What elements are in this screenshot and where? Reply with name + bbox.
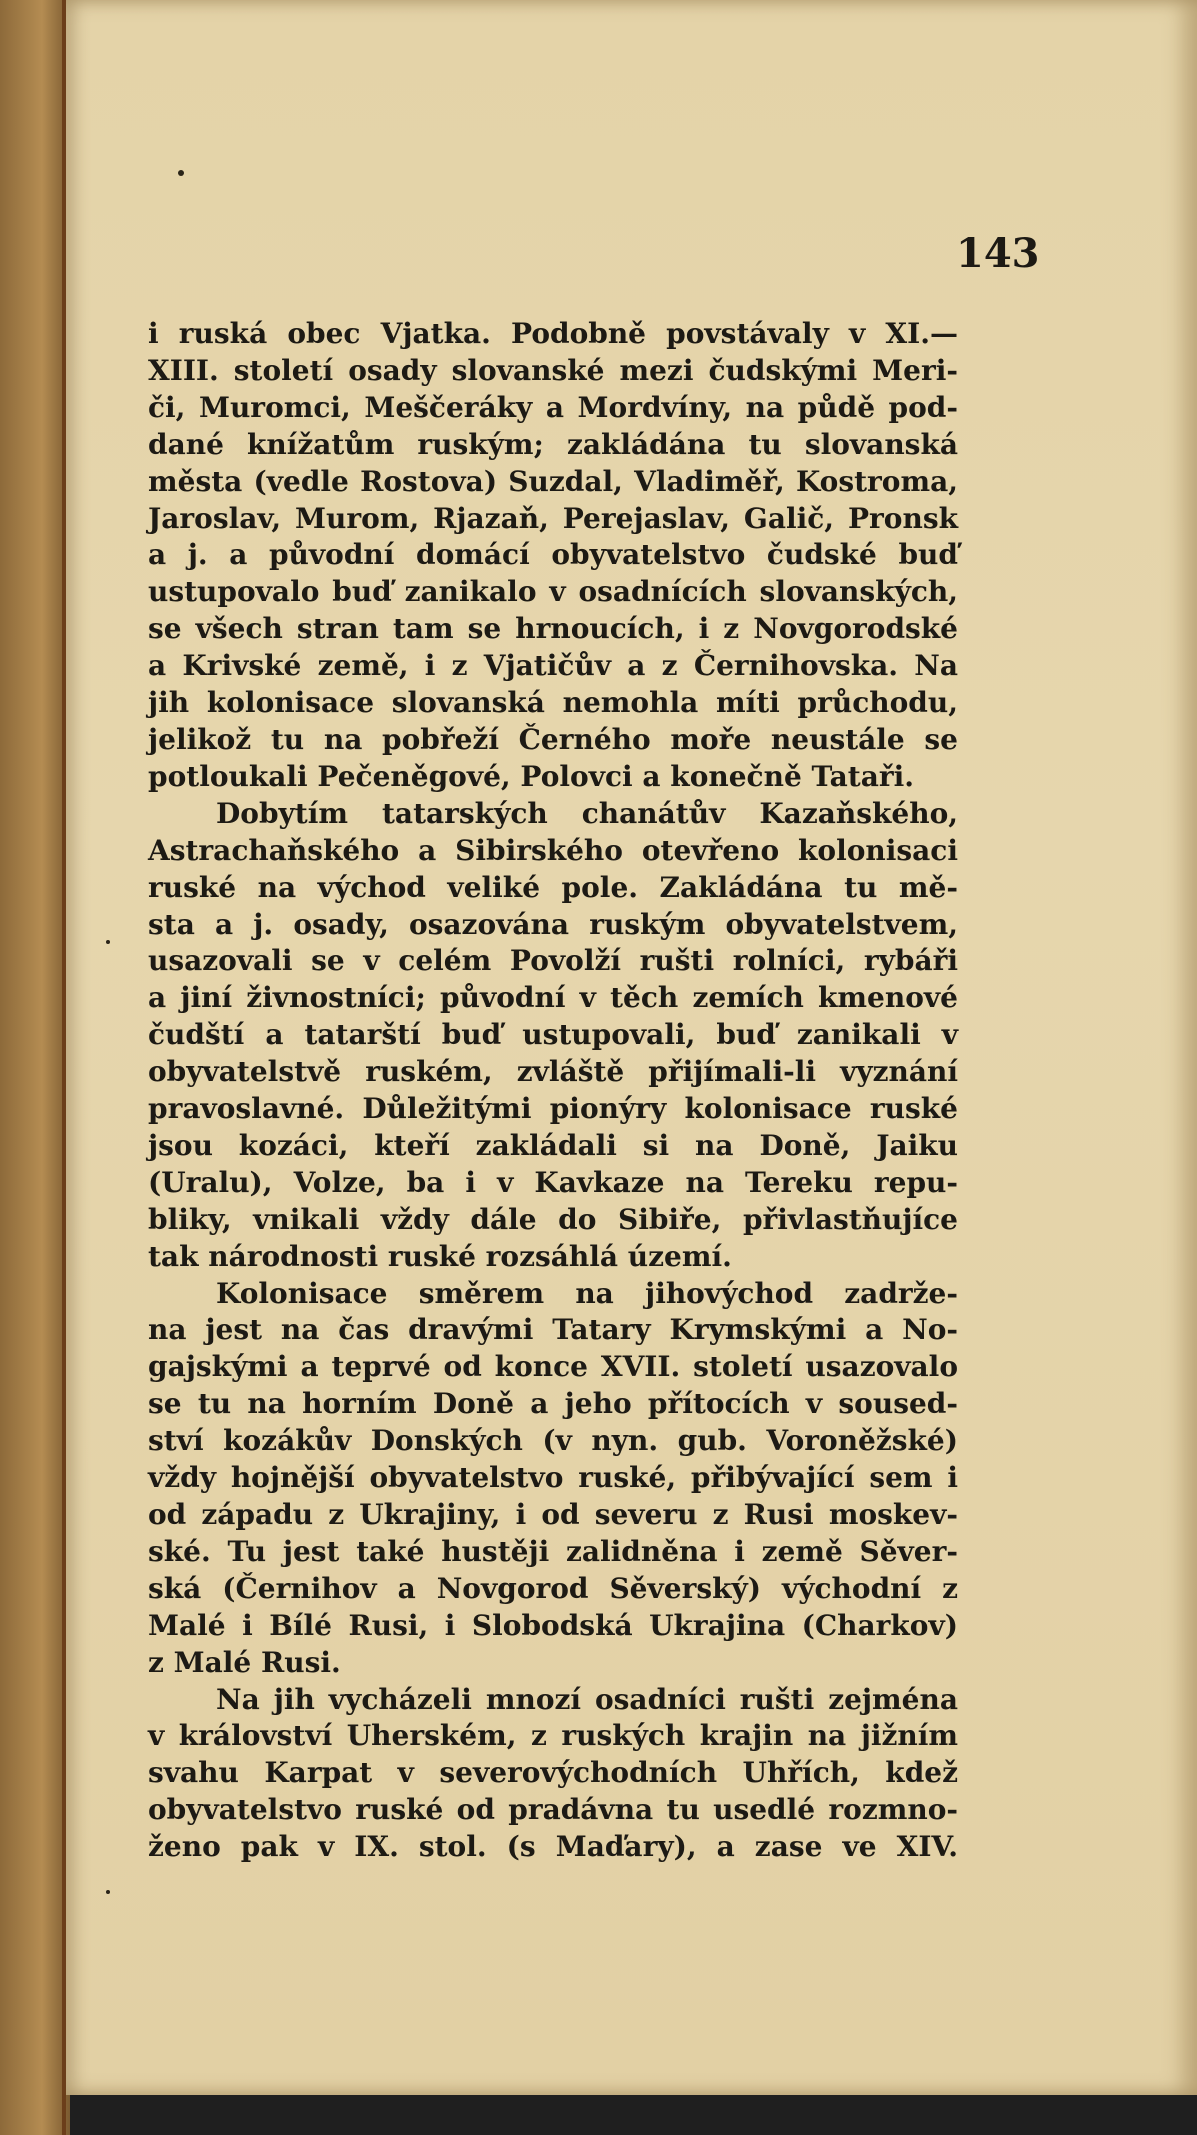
text-line: i ruská obec Vjatka. Podobně povstávaly v XI.— [148, 317, 958, 350]
text-line: od západu z Ukrajiny, i od severu z Rusi moskev- [148, 1498, 958, 1531]
text-line: jih kolonisace slovanská nemohla míti průchodu, [148, 686, 958, 720]
text-line: obyvatelstvě ruském, zvláště přijímali-li vyznání [148, 1055, 958, 1089]
ink-speck [106, 940, 110, 944]
ink-speck [106, 1890, 110, 1894]
text-line: sta a j. osady, osazována ruským obyvatelstvem, [148, 907, 958, 941]
text-line: či, Muromci, Meščeráky a Mordvíny, na půdě pod- [148, 390, 958, 424]
text-line: města (vedle Rostova) Suzdal, Vladiměř, Kostroma, [148, 464, 958, 498]
text-line: se tu na horním Doně a jeho přítocích v soused- [148, 1387, 958, 1421]
text-line: svahu Karpat v severovýchodních Uhřích, kdež [148, 1756, 958, 1790]
text-line: Dobytím tatarských chanátův Kazaňského, [216, 796, 958, 830]
text-line: Jaroslav, Murom, Rjazaň, Perejaslav, Galič, Pronsk [148, 501, 958, 535]
text-line: gajskými a teprvé od konce XVII. století usazovalo [148, 1350, 958, 1384]
text-line: (Uralu), Volze, ba i v Kavkaze na Tereku repu- [148, 1165, 958, 1199]
text-line: ství kozákův Donských (v nyn. gub. Voroněžské) [148, 1424, 958, 1458]
text-line: ustupovalo buď zanikalo v osadnících slovanských, [148, 575, 958, 609]
text-line: ruské na východ veliké pole. Zakládána tu mě- [148, 870, 958, 904]
text-line: se všech stran tam se hrnoucích, i z Novgorodské [148, 612, 958, 646]
text-line: bliky, vnikali vždy dále do Sibiře, přivlastňujíce [148, 1202, 958, 1236]
body-text [148, 316, 958, 1866]
text-line: pravoslavné. Důležitými pionýry kolonisace ruské [148, 1092, 958, 1126]
text-line: čudští a tatarští buď ustupovali, buď zanikali v [148, 1018, 958, 1052]
ink-speck [178, 170, 184, 176]
text-line: ská (Černihov a Novgorod Sěverský) východní z [148, 1571, 958, 1605]
text-line: a j. a původní domácí obyvatelstvo čudské buď [148, 538, 958, 572]
book-spine-edge [0, 0, 70, 2135]
text-line: na jest na čas dravými Tatary Krymskými a No- [148, 1313, 958, 1347]
text-line: Kolonisace směrem na jihovýchod zadrže- [216, 1276, 958, 1310]
text-line: XIII. století osady slovanské mezi čudskými Meri- [148, 353, 958, 387]
text-line: obyvatelstvo ruské od pradávna tu usedlé rozmno- [148, 1793, 958, 1827]
text-line: potloukali Pečeněgové, Polovci a konečně Tataři. [148, 759, 915, 793]
text-line: ženo pak v IX. stol. (s Maďary), a zase ve XIV. [148, 1830, 958, 1864]
text-line: Malé i Bílé Rusi, i Slobodská Ukrajina (Charkov) [148, 1608, 958, 1642]
text-line: jsou kozáci, kteří zakládali si na Doně, Jaiku [148, 1128, 958, 1162]
text-line: usazovali se v celém Povolží rušti rolníci, rybáři [148, 944, 958, 978]
text-line: jelikož tu na pobřeží Černého moře neustále se [148, 722, 958, 756]
text-line: z Malé Rusi. [148, 1645, 341, 1679]
text-line: a Krivské země, i z Vjatičův a z Černihovska. Na [148, 649, 958, 683]
text-line: vždy hojnější obyvatelstvo ruské, přibývající sem i [148, 1461, 958, 1495]
page-number: 143 [956, 230, 1040, 277]
text-line: v království Uherském, z ruských krajin na jižním [148, 1719, 958, 1753]
text-line: Na jih vycházeli mnozí osadníci rušti zejména [216, 1682, 958, 1716]
text-line: a jiní živnostníci; původní v těch zemích kmenové [148, 981, 958, 1015]
text-line: tak národnosti ruské rozsáhlá území. [148, 1239, 732, 1273]
text-line: dané knížatům ruským; zakládána tu slovanská [148, 427, 958, 461]
text-line: ské. Tu jest také hustěji zalidněna i země Sěver- [148, 1534, 958, 1568]
text-line: Astrachaňského a Sibirského otevřeno kolonisaci [148, 833, 958, 867]
